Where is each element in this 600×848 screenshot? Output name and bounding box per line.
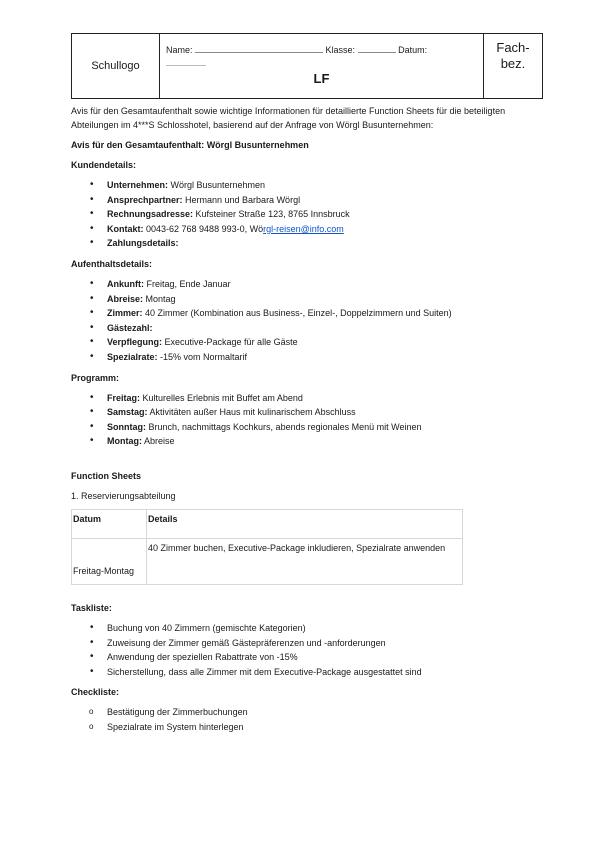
programm-heading: Programm: [71, 372, 120, 383]
name-class-date-line [166, 45, 427, 55]
klasse-field[interactable] [358, 52, 396, 53]
table-header-details: Details [147, 509, 463, 538]
list-item: • Unternehmen: Wörgl Busunternehmen [107, 178, 541, 193]
subject-line-2: bez. [500, 56, 526, 71]
list-item: • Sicherstellung, dass alle Zimmer mit dem Executive-Package ausgestattet sind [107, 665, 541, 680]
klasse-label: Klasse: [325, 45, 356, 55]
name-field[interactable] [195, 52, 323, 53]
list-item: • Gästezahl: [107, 321, 541, 336]
list-item: • Zuweisung der Zimmer gemäß Gästepräferenzen und -anforderungen [107, 636, 541, 651]
datum-field[interactable] [166, 56, 206, 66]
email-link[interactable]: rgl-reisen@info.com [263, 223, 344, 234]
avis-heading: Avis für den Gesamtaufenthalt: Wörgl Busunternehmen [71, 140, 309, 150]
header-table [71, 33, 543, 99]
list-item: • Montag: Abreise [107, 434, 541, 449]
list-item: • Verpflegung: Executive-Package für alle Gäste [107, 335, 541, 350]
list-item: • Zimmer: 40 Zimmer (Kombination aus Business-, Einzel-, Doppelzimmern und Suiten) [107, 306, 541, 321]
taskliste-list [71, 621, 541, 679]
list-item: • Samstag: Aktivitäten außer Haus mit kulinarischem Abschluss [107, 405, 541, 420]
checkliste-list [71, 705, 541, 734]
table-cell-details: 40 Zimmer buchen, Executive-Package inkludieren, Spezialrate anwenden [147, 538, 463, 584]
programm-list [71, 391, 541, 449]
school-logo-cell: Schullogo [72, 34, 160, 98]
checkliste-heading: Checkliste: [71, 687, 120, 698]
subject-line-1: Fach- [496, 40, 530, 55]
table-cell-date: Freitag-Montag [72, 538, 147, 584]
student-info-cell [160, 34, 484, 98]
aufenthaltsdetails-heading: Aufenthaltsdetails: [71, 258, 153, 269]
list-item: • Ansprechpartner: Hermann und Barbara Wörgl [107, 193, 541, 208]
intro-paragraph: Avis für den Gesamtaufenthalt sowie wichtige Informationen für detaillierte Function Sheets für die beteiligten Abteilungen im 4***S Schlosshotel, basierend auf der Anfrage von Wörgl Busunternehmen: [71, 106, 506, 130]
table-header-datum: Datum [72, 509, 147, 538]
document-body [71, 104, 541, 740]
list-item: • Buchung von 40 Zimmern (gemischte Kategorien) [107, 621, 541, 636]
aufenthaltsdetails-list [71, 277, 541, 365]
lf-label: LF [313, 71, 330, 86]
list-item: • Anwendung der speziellen Rabattrate von -15% [107, 650, 541, 665]
list-item: • Abreise: Montag [107, 292, 541, 307]
list-item: o Bestätigung der Zimmerbuchungen [107, 705, 541, 720]
list-item: • Spezialrate: -15% vom Normaltarif [107, 350, 541, 365]
subject-cell [484, 34, 542, 98]
list-item: o Spezialrate im System hinterlegen [107, 720, 541, 735]
list-item: • Sonntag: Brunch, nachmittags Kochkurs, abends regionales Menü mit Weinen [107, 420, 541, 435]
list-item: • Freitag: Kulturelles Erlebnis mit Buffet am Abend [107, 391, 541, 406]
function-sheets-heading: Function Sheets [71, 470, 142, 481]
list-item: • Zahlungsdetails: [107, 236, 541, 251]
table-row [72, 538, 463, 584]
datum-label: Datum: [398, 45, 428, 55]
reservierung-subheading: 1. Reservierungsabteilung [71, 490, 176, 501]
list-item: • Kontakt: 0043-62 768 9488 993-0, Wörgl-reisen@info.com [107, 222, 541, 237]
list-item: • Rechnungsadresse: Kufsteiner Straße 123, 8765 Innsbruck [107, 207, 541, 222]
name-label: Name: [166, 45, 193, 55]
kundendetails-list [71, 178, 541, 251]
reservierung-table [71, 509, 463, 585]
list-item: • Ankunft: Freitag, Ende Januar [107, 277, 541, 292]
taskliste-heading: Taskliste: [71, 602, 112, 613]
kundendetails-heading: Kundendetails: [71, 160, 137, 170]
